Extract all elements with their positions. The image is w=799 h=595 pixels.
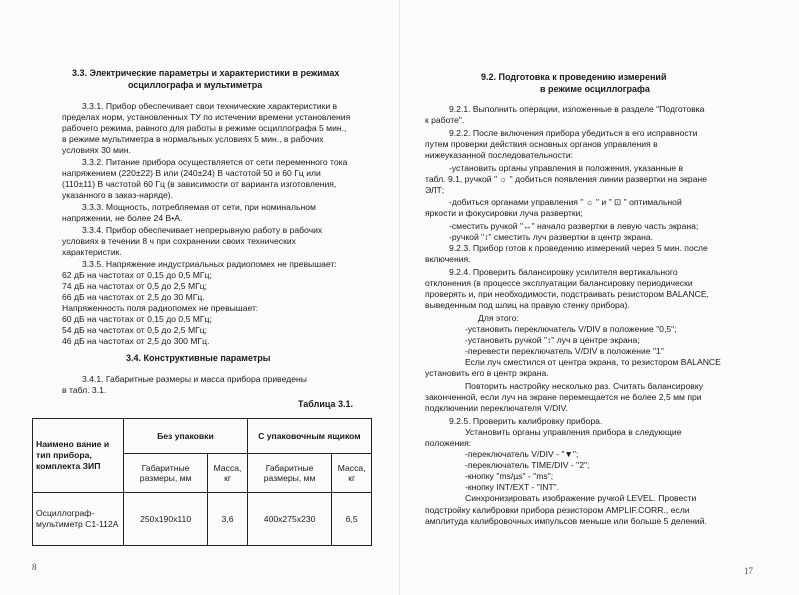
para-3-3-1-l2: рабочего режима, равного для работы в режиме осциллографа 5 мин., [62,123,347,133]
table-cell-mass-1: 3,6 [208,493,248,546]
right-text-line: к работе". [425,115,465,126]
right-text-line: Для этого: [478,312,519,323]
section-9-2-title-line2: в режиме осциллографа [540,84,650,94]
table-row [33,493,372,546]
para-3-3-5-l0: 3.3.5. Напряжение индустриальных радиопомех не превышает: [82,259,337,269]
right-text-line: -переключатель V/DIV - "▼"; [465,449,579,459]
table-header-pack: С упаковочным ящиком [247,419,371,454]
right-text-line: нижеуказанной последовательности: [425,149,574,160]
right-text-line: -установить органы управления в положения, указанные в [449,162,684,173]
right-text-line: -перевести переключатель V/DIV в положение "1" [465,346,664,357]
right-text-line: подключении переключателя V/DIV. [425,403,568,414]
page-fold [399,0,400,595]
section-3-4-title: 3.4. Конструктивные параметры [126,353,271,363]
right-text-line: положения: [425,437,472,448]
para-3-3-2-l1: напряжением (220±22) В или (240±24) В частотой 50 и 60 Гц или [62,168,321,178]
right-text-line: подстройку калибровки прибора резистором AMPLIF.CORR., если [425,504,690,515]
right-text-line: табл. 9.1, ручкой " ☼ " добиться появления линии развертки на экране [425,173,708,184]
right-text-line: -кнопку "ms/µs" - "ms"; [465,471,554,482]
right-text-line: -установить переключатель V/DIV в положение "0,5"; [465,323,677,334]
para-3-3-5-l7: 46 дБ на частотах от 2,5 до 300 МГц. [62,336,210,346]
para-3-3-1-l4: условиях 30 мин. [62,145,131,155]
table-cell-device: Осциллограф-мультиметр С1-112А [33,493,124,546]
para-3-4-1-l0: 3.4.1. Габаритные размеры и масса прибора приведены [82,374,307,384]
right-text-line: -ручкой "↕" сместить луч развертки в центр экрана. [449,232,654,243]
table-cell-dims-1: 250x190x110 [124,493,208,546]
para-3-3-5-l2: 74 дБ на частотах от 0,5 до 2,5 МГц; [62,281,208,291]
para-3-3-4-l1: условиях в течении 8 ч при сохранении своих технических [62,236,296,246]
para-3-3-4-l0: 3.3.4. Прибор обеспечивает непрерывную работу в рабочих [82,225,323,235]
para-3-3-3-l1: напряжении, не более 24 В•А. [62,213,183,223]
right-text-line: 9.2.4. Проверить балансировку усилителя вертикального [449,266,678,277]
right-text-line: 9.2.3. Прибор готов к проведению измерений через 5 мин. после [449,243,708,254]
table-header-dims-1: Габаритные размеры, мм [124,454,208,493]
right-text-line: 9.2.5. Проверить калибровку прибора. [449,415,603,426]
right-text-line: Если луч сместился от центра экрана, то резистором BALANCE [465,357,721,368]
right-text-line: отклонения (в процессе эксплуатации балансировку периодически [425,278,693,288]
para-3-3-1-l1: пределах норм, установленных ТУ по истечении времени установления [62,112,351,122]
table-header-mass-2: Масса, кг [332,454,372,493]
right-text-line: -кнопку INT/EXT - "INT". [465,482,560,493]
right-text-line: путем проверки действия основных органов управления в [425,138,658,149]
right-text-line: установить его в центр экрана. [425,368,549,379]
right-text-line: выведенным под шлиц на правую стенку прибора). [425,300,630,311]
para-3-3-4-l2: характеристик. [62,247,122,257]
right-page-number: 17 [744,566,753,576]
para-3-3-2-l2: (110±11) В частотой 60 Гц (в зависимости от варианта изготовления, [62,179,337,189]
table-header-nopack: Без упаковки [124,419,248,454]
dimensions-table [32,418,372,546]
right-text-line: Установить органы управления прибора в следующие [465,426,682,437]
para-3-4-1-l1: в табл. 3.1. [62,385,107,395]
left-page-number: 8 [32,562,37,572]
table-caption: Таблица 3.1. [298,399,354,409]
right-text-line: проверять и, при необходимости, подстраивать резистором BALANCE, [425,289,709,300]
para-3-3-5-l4: Напряженность поля радиопомех не превышает: [62,303,259,313]
table-header-mass-1: Масса, кг [208,454,248,493]
para-3-3-5-l3: 66 дБ на частотах от 2,5 до 30 МГц. [62,292,205,302]
right-text-line: включения. [425,254,471,265]
right-text-line: законченной, если луч на экране перемещается не более 2,5 мм при [425,392,702,402]
para-3-3-5-l1: 62 дБ на частотах от 0,15 до 0,5 МГц; [62,270,212,280]
para-3-3-5-l5: 60 дБ на частотах от 0,15 до 0,5 МГц; [62,314,212,324]
para-3-3-3-l0: 3.3.3. Мощность, потребляемая от сети, при номинальном [82,202,316,212]
right-text-line: 9.2.1. Выполнить операции, изложенные в разделе "Подготовка [449,104,705,114]
para-3-3-1-l0: 3.3.1. Прибор обеспечивает свои технические характеристики в [82,101,338,111]
right-text-line: Синхронизировать изображение ручкой LEVEL. Провести [465,493,697,504]
right-text-line: ЭЛТ; [425,184,445,195]
right-text-line: -установить ручкой "↕" луч в центре экрана; [465,335,640,345]
table-header-dims-2: Габаритные размеры, мм [247,454,332,493]
section-3-3-title-line2: осциллографа и мультиметра [128,80,263,90]
right-text-line: -переключатель TIME/DIV - "2"; [465,460,590,471]
table-cell-dims-2: 400x275x230 [247,493,332,546]
section-9-2-title-line1: 9.2. Подготовка к проведению измерений [481,72,667,82]
section-3-3-title-line1: 3.3. Электрические параметры и характеристики в режимах [72,68,340,78]
para-3-3-2-l3: указанного в заказ-наряде). [62,190,174,200]
right-text-line: амплитуда калибровочных импульсов меньше или больше 5 делений. [425,515,707,526]
right-text-line: Повторить настройку несколько раз. Считать балансировку [465,380,703,391]
table-cell-mass-2: 6,5 [332,493,372,546]
right-text-line: -сместить ручкой "↔" начало развертки в левую часть экрана; [449,221,699,231]
para-3-3-2-l0: 3.3.2. Питание прибора осуществляется от сети переменного тока [82,157,348,167]
table-header-name: Наимено вание и тип прибора, комплекта ЗИП [33,419,124,493]
right-text-line: яркости и фокусировки луча развертки; [425,208,583,219]
para-3-3-1-l3: в режиме мультиметра в нормальных условиях 5 мин., в рабочих [62,134,324,144]
right-text-line: 9.2.2. После включения прибора убедиться в его исправности [449,127,698,138]
para-3-3-5-l6: 54 дБ на частотах от 0,5 до 2,5 МГц; [62,325,208,335]
right-text-line: -добиться органами управления " ☼ " и " ⊡ " оптимальной [449,197,682,208]
